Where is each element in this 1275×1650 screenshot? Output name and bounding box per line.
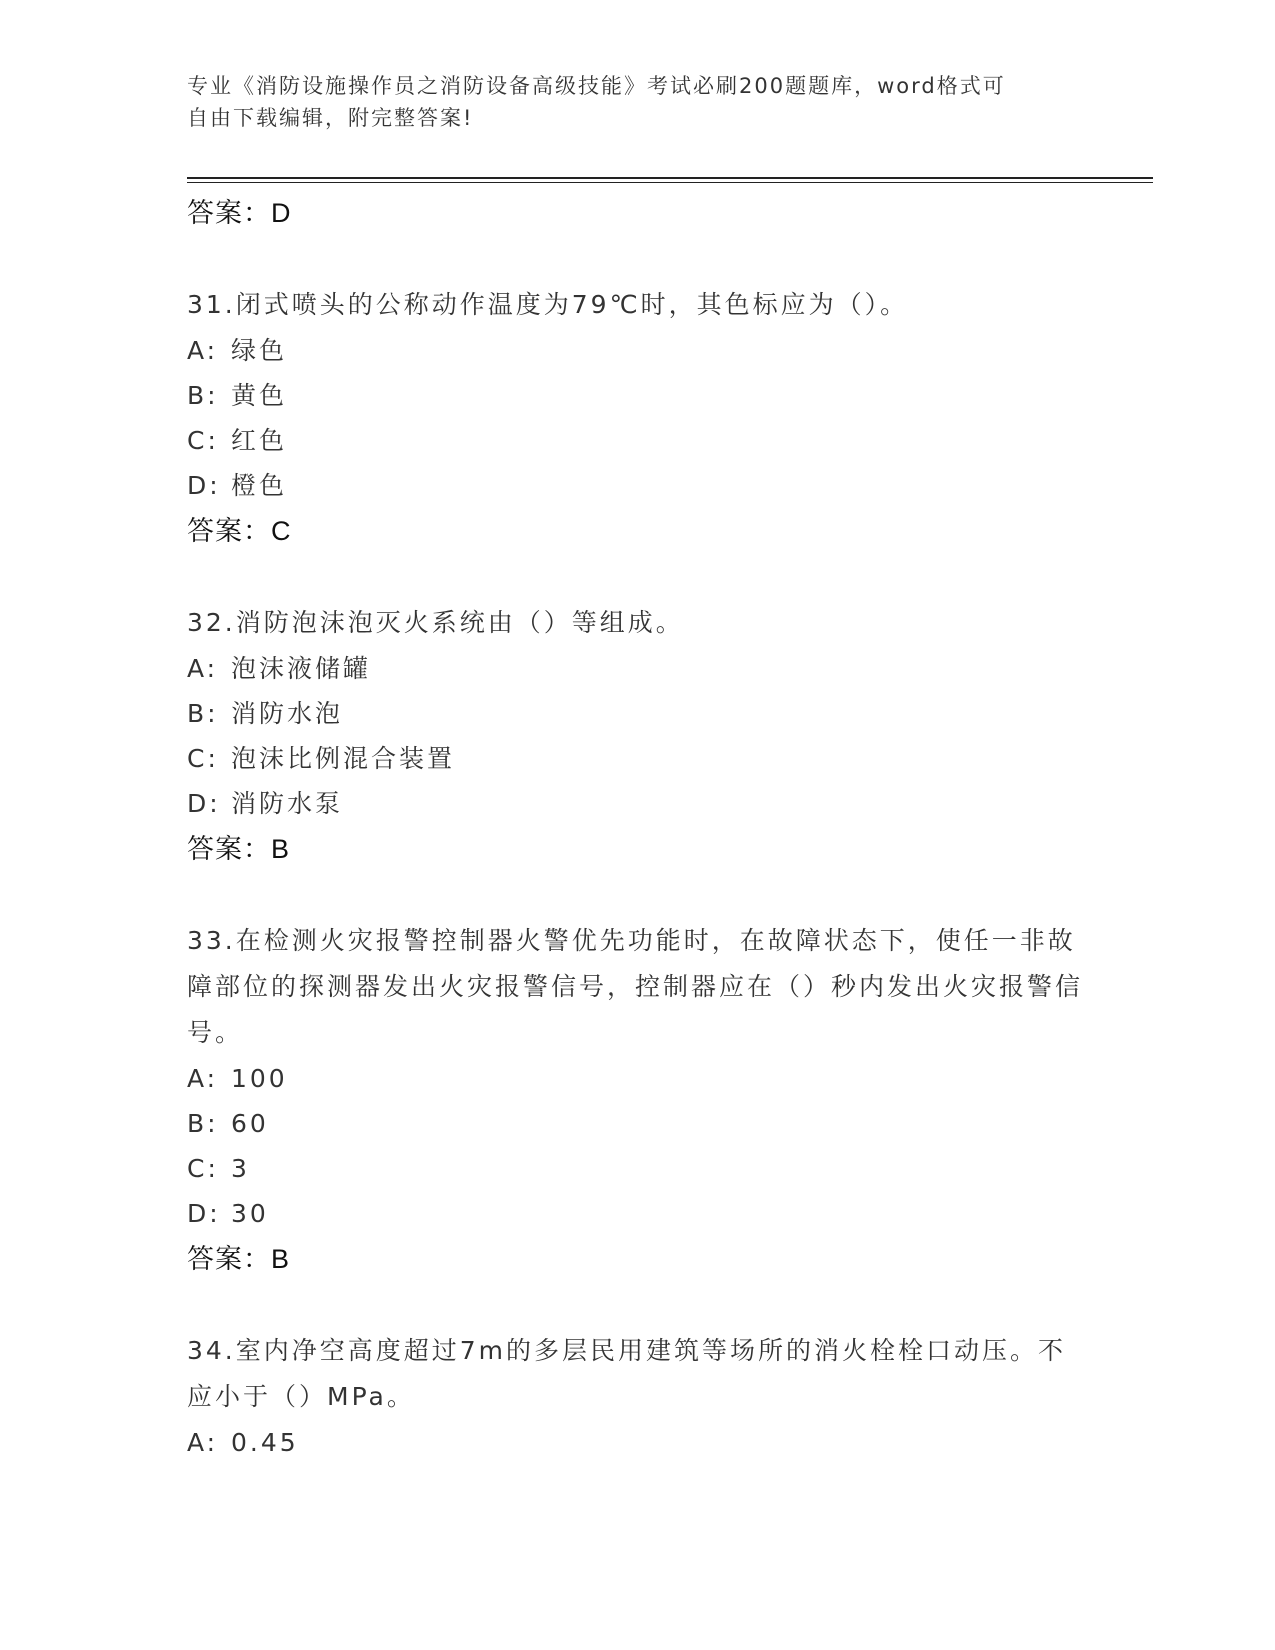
option-a [187, 646, 1087, 691]
option-text: 泡沫比例混合装置 [231, 744, 456, 773]
option-text: 橙色 [231, 471, 288, 500]
option-key: A: [187, 1064, 219, 1093]
option-text: 红色 [231, 426, 288, 455]
option-text: 泡沫液储罐 [231, 654, 372, 683]
option-key: B: [187, 1109, 219, 1138]
answer-label: 答案： [187, 834, 271, 864]
option-key: B: [187, 699, 219, 728]
answer-label: 答案： [187, 198, 271, 228]
option-text: 消防水泵 [231, 789, 344, 818]
document-header [187, 70, 1067, 134]
answer-line [187, 826, 1087, 872]
answer-label: 答案： [187, 1244, 271, 1274]
option-a [187, 328, 1087, 373]
header-line-1: 专业《消防设施操作员之消防设备高级技能》考试必刷200题题库，word格式可 [187, 74, 1006, 98]
spacer [187, 236, 1087, 282]
option-c [187, 418, 1087, 463]
option-a [187, 1420, 1087, 1465]
option-b [187, 691, 1087, 736]
option-key: D: [187, 471, 221, 500]
question-list [187, 190, 1087, 1465]
answer-value: B [271, 834, 293, 864]
answer-value: C [271, 516, 294, 546]
option-text: 消防水泡 [231, 699, 344, 728]
option-text: 60 [231, 1109, 269, 1138]
option-text: 黄色 [231, 381, 288, 410]
option-d [187, 781, 1087, 826]
option-key: D: [187, 1199, 221, 1228]
answer-line [187, 1236, 1087, 1282]
option-b [187, 1101, 1087, 1146]
answer-value: B [271, 1244, 293, 1274]
option-text: 3 [231, 1154, 250, 1183]
answer-line [187, 508, 1087, 554]
option-c [187, 1146, 1087, 1191]
option-key: C: [187, 426, 219, 455]
spacer [187, 872, 1087, 918]
option-key: A: [187, 336, 219, 365]
option-d [187, 463, 1087, 508]
spacer [187, 1282, 1087, 1328]
option-key: C: [187, 744, 219, 773]
option-d [187, 1191, 1087, 1236]
header-rule-thick [187, 177, 1153, 179]
option-key: A: [187, 654, 219, 683]
header-line-2: 自由下载编辑，附完整答案! [187, 106, 474, 130]
option-text: 绿色 [231, 336, 288, 365]
option-b [187, 373, 1087, 418]
option-text: 30 [231, 1199, 269, 1228]
option-key: B: [187, 381, 219, 410]
option-key: A: [187, 1428, 219, 1457]
answer-line [187, 190, 1087, 236]
answer-value: D [271, 198, 294, 228]
option-c [187, 736, 1087, 781]
spacer [187, 554, 1087, 600]
header-rule-thin [187, 182, 1153, 183]
option-key: C: [187, 1154, 219, 1183]
question-text: 31.闭式喷头的公称动作温度为79℃时，其色标应为（）。 [187, 290, 909, 319]
question-text: 34.室内净空高度超过7m的多层民用建筑等场所的消火栓栓口动压。不应小于（）MPa。 [187, 1336, 1067, 1411]
question-text: 33.在检测火灾报警控制器火警优先功能时，在故障状态下，使任一非故障部位的探测器发出火灾报警信号，控制器应在（）秒内发出火灾报警信号。 [187, 926, 1084, 1047]
option-text: 100 [231, 1064, 288, 1093]
option-key: D: [187, 789, 221, 818]
question-text: 32.消防泡沫泡灭火系统由（）等组成。 [187, 608, 684, 637]
answer-label: 答案： [187, 516, 271, 546]
option-text: 0.45 [231, 1428, 299, 1457]
option-a [187, 1056, 1087, 1101]
